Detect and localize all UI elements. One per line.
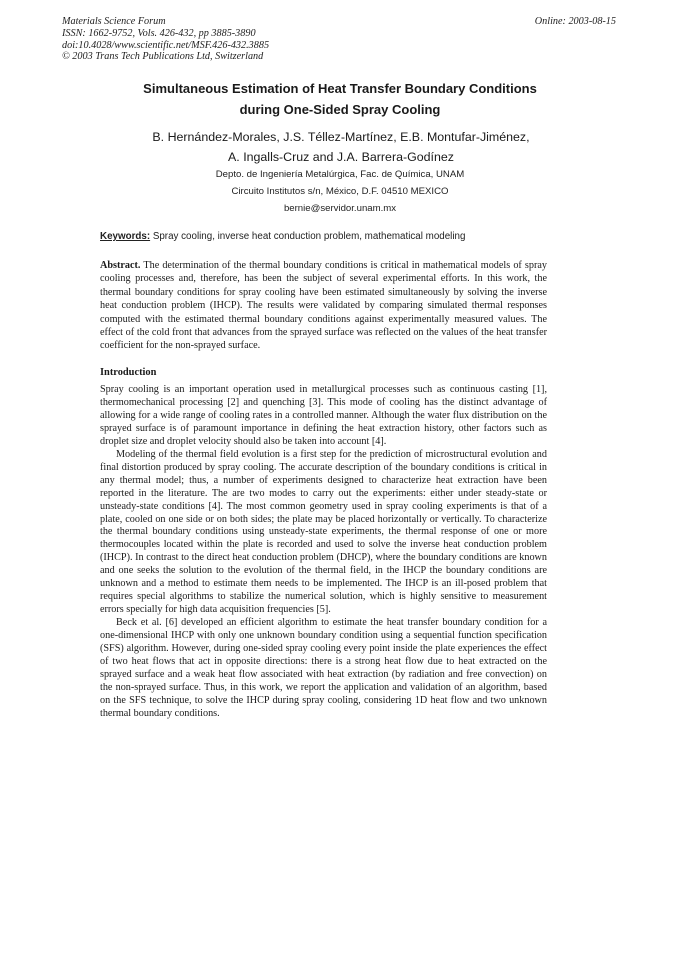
abstract-text: The determination of the thermal boundary conditions is critical in mathematical models of spray cooling processes and, therefore, has been the subject of several experimental efforts. In this work, the thermal boundary conditions for spray cooling have been estimated simultaneously by solving the inverse heat conduction problem (IHCP). The results were validated by comparing simulated thermal responses computed with the estimated thermal boundary conditions against experimentally measured values. The effect of the cold front that advances from the sprayed surface was reflected on the values of the heat transfer coefficient for the non-sprayed surface. bbox=[100, 260, 547, 352]
abstract bbox=[100, 259, 547, 353]
paper-title bbox=[60, 78, 620, 120]
issn-line: ISSN: 1662-9752, Vols. 426-432, pp 3885-3890 bbox=[62, 27, 256, 39]
authors-line-1: B. Hernández-Morales, J.S. Téllez-Martínez, E.B. Montufar-Jiménez, bbox=[152, 130, 530, 144]
author-email[interactable]: bernie@servidor.unam.mx bbox=[283, 203, 397, 214]
journal-header bbox=[62, 16, 269, 63]
title-line-1: Simultaneous Estimation of Heat Transfer Boundary Conditions bbox=[143, 81, 537, 96]
intro-paragraph-3: Beck et al. [6] developed an efficient algorithm to estimate the heat transfer boundary condition for a one-dimensional IHCP with only one unknown boundary condition using a sequential function specification (SFS) algorithm. However, during one-sided spray cooling every point inside the plate experiences the effect of two heat flows that act in opposite directions: there is a strong heat flow due to heat extracted on the sprayed surface and a weak heat flow associated with heat extraction (by radiation and free convection) on the non-sprayed surface. Thus, in this work, we report the application and validation of an algorithm, based on the SFS technique, to solve the IHCP during spray cooling, considering 1D heat flow and two unknown thermal boundary conditions. bbox=[100, 617, 547, 719]
affiliation-line-2: Circuito Institutos s/n, México, D.F. 04510 MEXICO bbox=[231, 186, 449, 197]
online-date: Online: 2003-08-15 bbox=[534, 16, 616, 27]
affiliation bbox=[60, 166, 620, 217]
intro-paragraph-2: Modeling of the thermal field evolution is a first step for the prediction of microstructural evolution and final distortion produced by spray cooling. The accurate description of the boundary conditions is critical in any thermal model; thus, a number of experiments designed to characterize heat extraction have been reported in the literature. The are two modes to carry out the experiments: either under steady-state or unsteady-state conditions [4]. The most common geometry used in spray cooling experiments is that of a plate, cooled on one side or on both sides; the plate may be placed horizontally or vertically. To characterize the thermal boundary conditions using unsteady-state experiments, the thermal response of one or more thermocouples located within the plate is recorded and used to solve the inverse heat conduction problem (IHCP). In contrast to the direct heat conduction problem (DHCP), where the boundary conditions are known and one seeks the solution to the evolution of the thermal field, in the IHCP the boundary conditions are unknown and a method to estimate them needs to be implemented. The IHCP is an ill-posed problem that requires special algorithms to stabilize the numerical solution, which is highly sensitive to measurement errors specially for high data acquisition frequencies [5]. bbox=[100, 448, 547, 616]
title-line-2: during One-Sided Spray Cooling bbox=[239, 102, 441, 117]
copyright-line: © 2003 Trans Tech Publications Ltd, Switzerland bbox=[62, 51, 264, 63]
intro-paragraph-1: Spray cooling is an important operation used in metallurgical processes such as continuous casting [1], thermomechanical processing [2] and quenching [3]. This mode of cooling has the distinct advantage of allowing for a wide range of cooling rates in a controlled manner. Although the water flux distribution on the sprayed surface is of paramount importance in defining the heat extraction history, other factors such as droplet size and droplet velocity should also be taken into account [4]. bbox=[100, 384, 547, 447]
introduction-body bbox=[100, 384, 547, 721]
keywords-label: Keywords: bbox=[100, 231, 151, 242]
keywords bbox=[100, 231, 580, 242]
author-list bbox=[60, 127, 622, 167]
affiliation-line-1: Depto. de Ingeniería Metalúrgica, Fac. de Química, UNAM bbox=[215, 169, 465, 180]
introduction-heading: Introduction bbox=[100, 367, 157, 378]
journal-name: Materials Science Forum bbox=[62, 16, 166, 27]
doi-link[interactable]: doi:10.4028/www.scientific.net/MSF.426-432.3885 bbox=[62, 39, 270, 51]
keywords-text: Spray cooling, inverse heat conduction problem, mathematical modeling bbox=[152, 231, 466, 242]
abstract-label: Abstract. bbox=[100, 260, 141, 271]
authors-line-2: A. Ingalls-Cruz and J.A. Barrera-Godínez bbox=[228, 150, 454, 164]
